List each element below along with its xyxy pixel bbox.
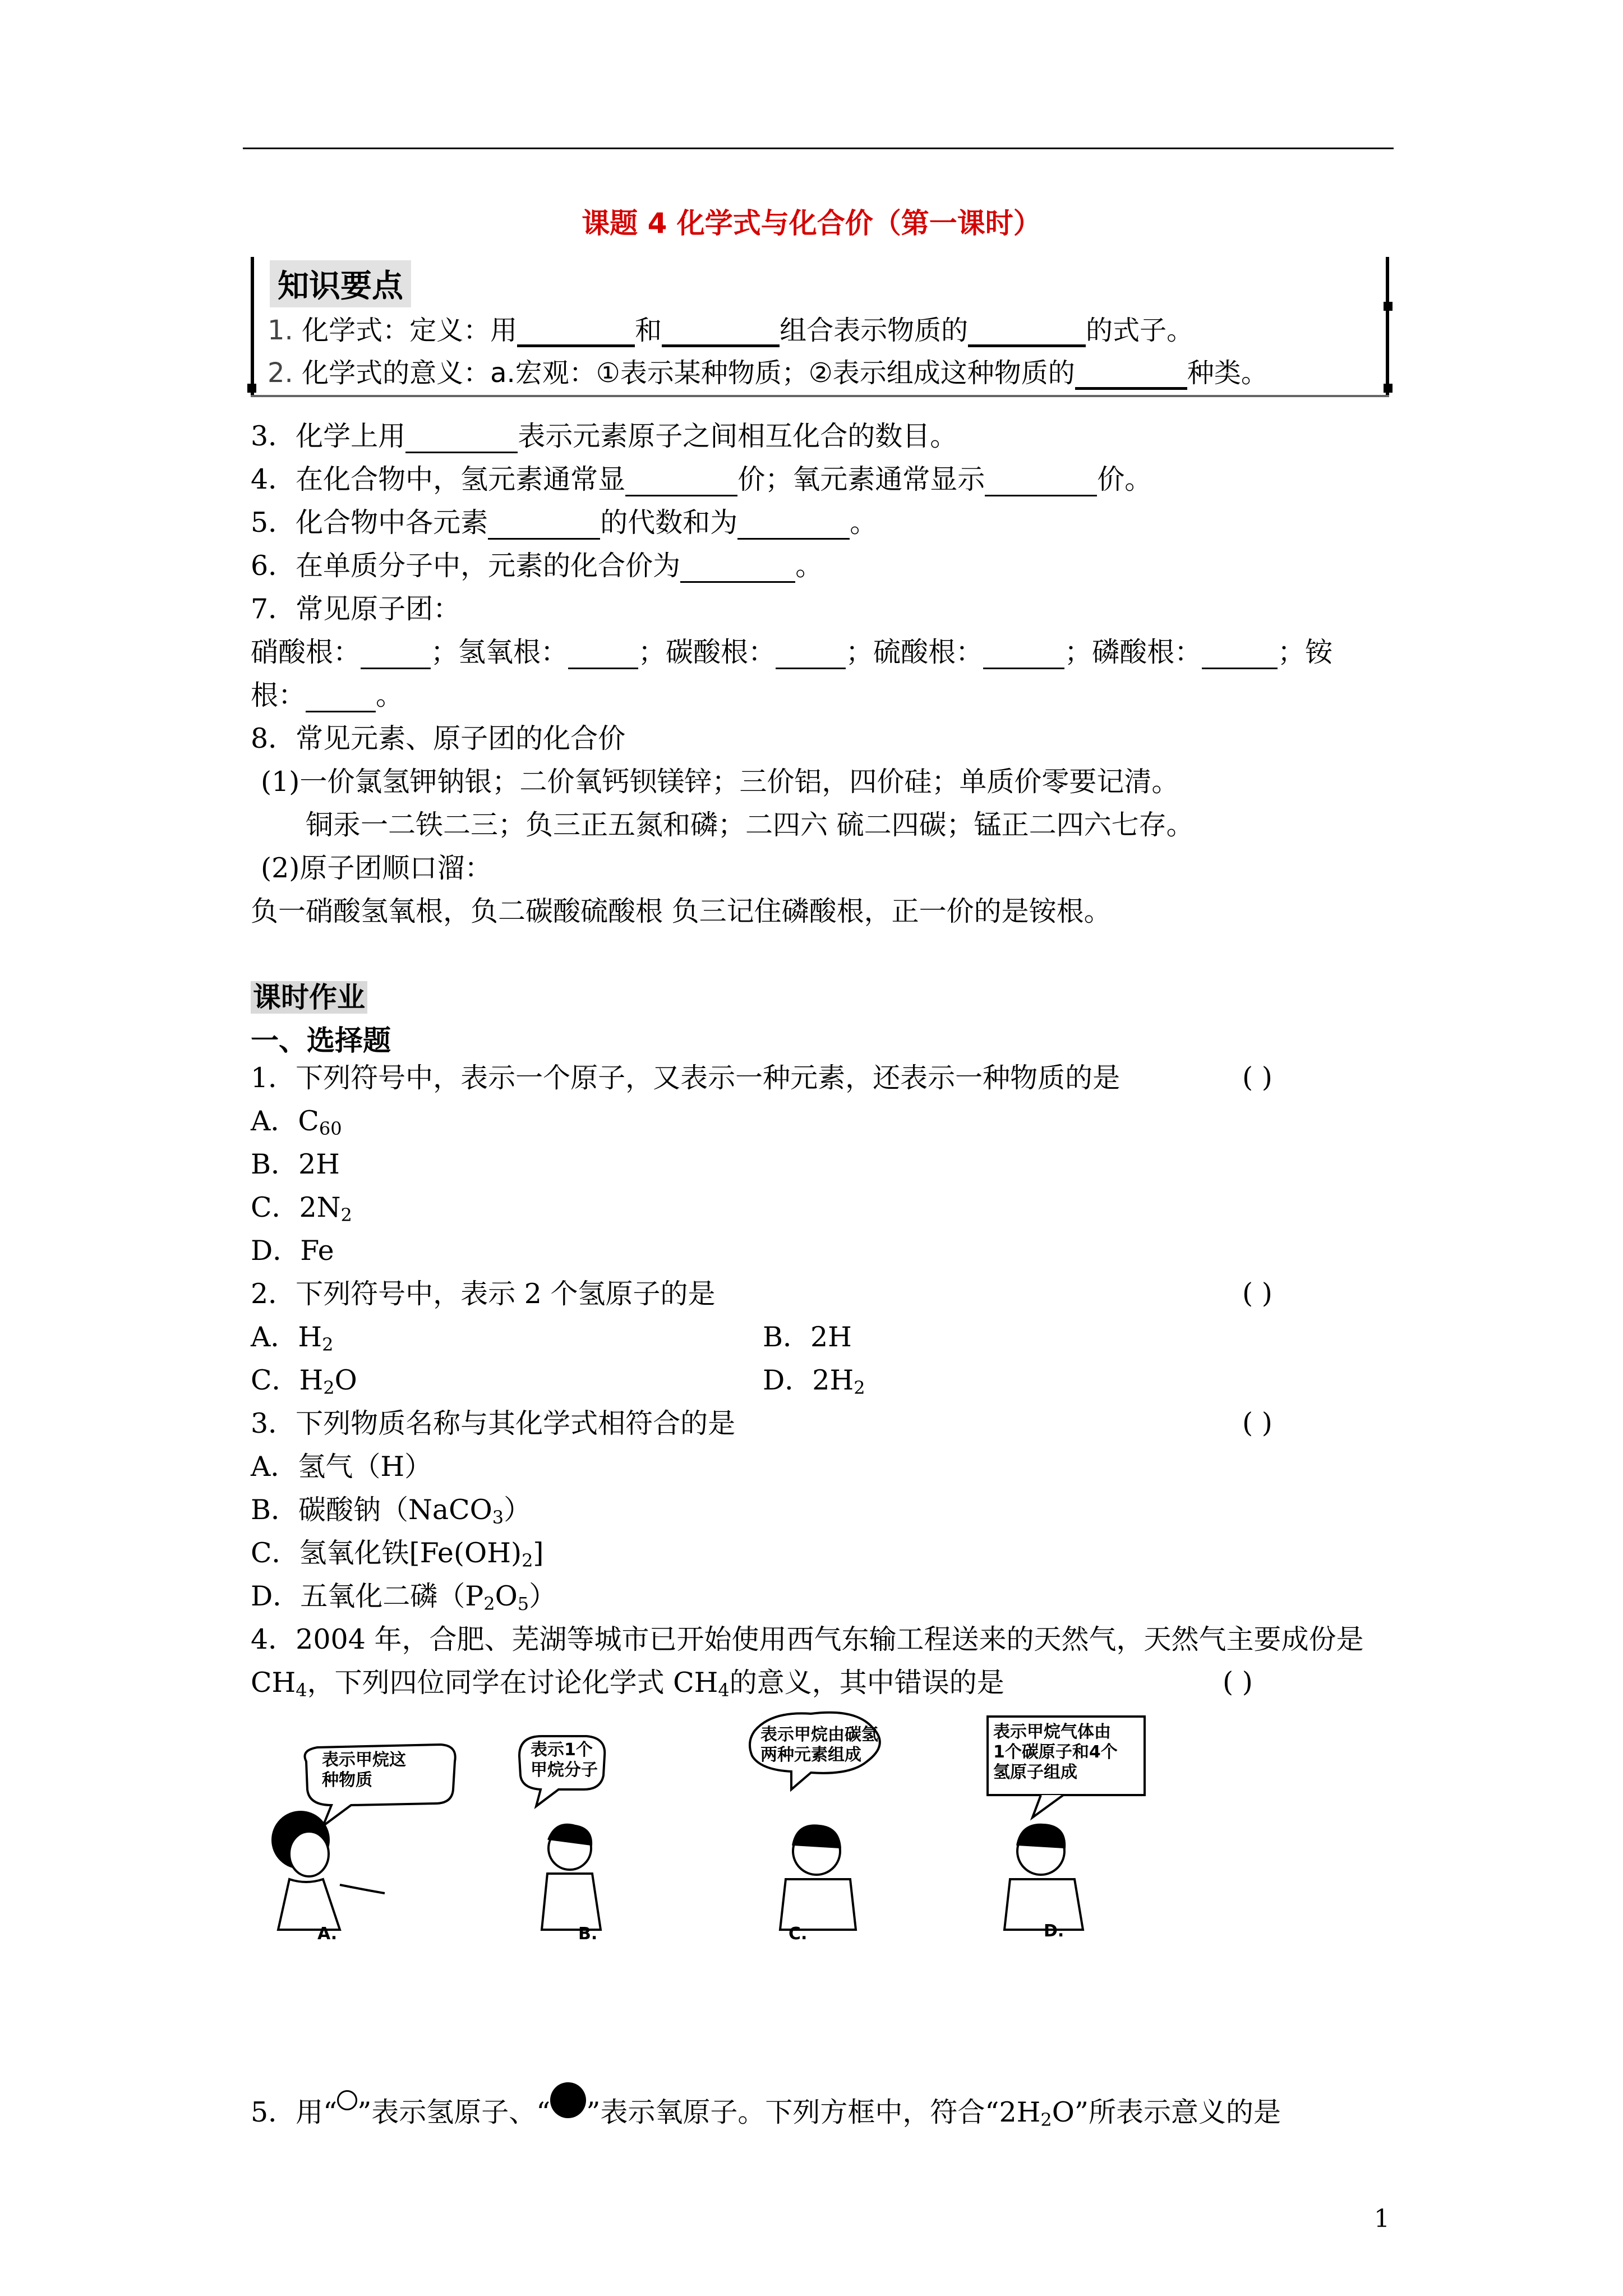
fill-blank[interactable] (985, 470, 1097, 496)
subscript: 2 (483, 1593, 495, 1614)
bubble-d-text (993, 1722, 1118, 1783)
text: C．2N (251, 1191, 341, 1223)
line-text: 化学式的意义：a.宏观：①表示某种物质；②表示组成这种物质的 (302, 357, 1075, 389)
page-number: 1 (1374, 2205, 1390, 2233)
fill-blank[interactable] (983, 643, 1064, 669)
knowledge-line-2 (268, 351, 1268, 390)
line-text: 组合表示物质的 (780, 315, 969, 346)
text: 根： (251, 679, 306, 711)
fill-blank[interactable] (625, 470, 737, 496)
text: D．2H (763, 1364, 854, 1396)
text: 6．在单质分子中，元素的化合价为 (251, 550, 681, 582)
text: 的代数和为 (600, 507, 738, 539)
item-8-rhyme-3: (2)原子团顺口溜： (261, 852, 492, 884)
item-5 (251, 506, 877, 540)
text: C．氢氧化铁[Fe(OH) (251, 1537, 522, 1569)
q3-option-b[interactable] (251, 1493, 531, 1527)
text: ”表示氧原子。下列方框中，符合“2H (586, 2096, 1041, 2128)
bubble-line: 氢原子组成 (993, 1763, 1077, 1782)
bubble-a-text (322, 1750, 406, 1791)
answer-paren[interactable]: ( ) (1242, 1061, 1272, 1093)
line-text: 化学式：定义：用 (302, 315, 518, 346)
box-bottom-border (251, 395, 1389, 397)
line-text: 和 (635, 315, 662, 346)
text: ） (504, 1494, 532, 1526)
text: ；磷酸根： (1064, 636, 1202, 668)
item-8-rhyme-2: 铜汞一二铁二三；负三正五氮和磷；二四六 硫二四碳；锰正二四六七存。 (306, 809, 1194, 841)
bubble-b-text (531, 1740, 598, 1780)
fill-blank[interactable] (306, 686, 376, 712)
fill-blank[interactable] (405, 427, 518, 453)
text: 表示元素原子之间相互化合的数目。 (518, 420, 958, 452)
answer-paren[interactable]: ( ) (1223, 1666, 1253, 1698)
text: 5．用“ (251, 2096, 338, 2128)
line-number: 2. (268, 357, 293, 389)
text: A．H (251, 1321, 322, 1353)
q1-option-b[interactable]: B．2H (251, 1148, 340, 1180)
q4-stem-2 (251, 1666, 1004, 1700)
label-d[interactable]: D. (1044, 1921, 1064, 1941)
hydrogen-atom-icon (337, 2090, 357, 2110)
item-3 (251, 420, 957, 453)
q1-stem: 1．下列符号中，表示一个原子，又表示一种元素，还表示一种物质的是 (251, 1062, 1121, 1094)
label-c[interactable]: C. (789, 1924, 808, 1944)
homework-heading (251, 975, 367, 1015)
header-rule (243, 148, 1394, 149)
oxygen-atom-icon (550, 2082, 586, 2118)
text: 硝酸根： (251, 636, 361, 668)
fill-blank[interactable] (517, 320, 635, 347)
item-7: 7．常见原子团： (251, 593, 461, 625)
q2-option-b[interactable]: B．2H (763, 1321, 852, 1353)
subscript: 2 (1040, 2109, 1052, 2131)
text: O (495, 1580, 518, 1612)
q3-stem: 3．下列物质名称与其化学式相符合的是 (251, 1407, 736, 1439)
line-text: 的式子。 (1086, 315, 1194, 346)
heading-text: 课时作业 (251, 981, 367, 1014)
q2-option-c[interactable] (251, 1364, 357, 1397)
fill-blank[interactable] (568, 643, 638, 669)
text: CH (251, 1667, 296, 1699)
item-7-groups (251, 636, 1332, 669)
q2-stem: 2．下列符号中，表示 2 个氢原子的是 (251, 1278, 716, 1310)
q2-option-a[interactable] (251, 1320, 333, 1354)
text: ；硫酸根： (846, 636, 984, 668)
item-6 (251, 549, 823, 583)
answer-paren[interactable]: ( ) (1242, 1407, 1272, 1439)
text: 4．在化合物中，氢元素通常显 (251, 463, 626, 495)
section-choice: 一、选择题 (251, 1024, 391, 1057)
text: ；氢氧根： (431, 636, 569, 668)
text: ”表示氢原子、“ (357, 2096, 551, 2128)
box-corner-marker (1384, 302, 1393, 311)
q4-stem-1: 4．2004 年，合肥、芜湖等城市已开始使用西气东输工程送来的天然气，天然气主要成份是 (251, 1623, 1364, 1655)
text: 5．化合物中各元素 (251, 507, 488, 539)
fill-blank[interactable] (737, 513, 850, 540)
text: 的意义，其中错误的是 (729, 1667, 1004, 1699)
item-8-rhyme-4: 负一硝酸氢氧根，负二碳酸硫酸根 负三记住磷酸根，正一价的是铵根。 (251, 895, 1112, 927)
item-8: 8．常见元素、原子团的化合价 (251, 723, 626, 754)
text: C．H (251, 1364, 324, 1396)
bubble-c-text (760, 1725, 878, 1765)
q3-option-a[interactable]: A．氢气（H） (251, 1451, 432, 1483)
text: 。 (376, 679, 404, 711)
bubble-line: 表示甲烷由碳氢 (760, 1725, 878, 1745)
fill-blank[interactable] (1202, 643, 1278, 669)
subscript: 60 (319, 1118, 342, 1139)
subscript: 3 (492, 1507, 504, 1528)
fill-blank[interactable] (488, 513, 600, 540)
q5-stem (251, 2082, 1281, 2129)
text: O”所表示意义的是 (1052, 2096, 1281, 2128)
text: ，下列四位同学在讨论化学式 CH (307, 1667, 718, 1699)
bubble-line: 表示甲烷这 (322, 1750, 406, 1770)
fill-blank[interactable] (361, 643, 431, 669)
text: ；碳酸根： (638, 636, 776, 668)
line-number: 1. (268, 315, 293, 346)
fill-blank[interactable] (776, 643, 846, 669)
fill-blank[interactable] (662, 320, 780, 347)
text: 。 (795, 550, 823, 582)
label-a[interactable]: A. (317, 1924, 338, 1944)
box-corner-marker (1384, 384, 1393, 393)
text: 价。 (1097, 463, 1152, 495)
q4-cartoon-illustration (256, 1705, 1232, 1952)
subscript: 2 (522, 1550, 533, 1571)
label-b[interactable]: B. (578, 1924, 598, 1944)
box-right-border (1386, 257, 1389, 397)
item-4 (251, 463, 1152, 496)
text: B．碳酸钠（NaCO (251, 1494, 492, 1526)
line-text: 种类。 (1187, 357, 1268, 389)
q2-option-d[interactable] (763, 1364, 865, 1397)
text: 3．化学上用 (251, 420, 406, 452)
bubble-line: 表示甲烷气体由 (993, 1722, 1111, 1742)
text: ；铵 (1278, 636, 1333, 668)
text: D．五氧化二磷（P (251, 1580, 484, 1612)
subscript: 2 (322, 1334, 334, 1355)
subscript: 2 (340, 1204, 352, 1226)
answer-paren[interactable]: ( ) (1242, 1277, 1272, 1309)
bubble-line: 种物质 (322, 1770, 372, 1790)
bubble-line: 表示1个 (531, 1740, 593, 1760)
fill-blank[interactable] (680, 556, 795, 583)
q3-option-c[interactable] (251, 1536, 544, 1570)
text: O (334, 1364, 357, 1396)
knowledge-box (251, 257, 1389, 397)
q3-option-d[interactable] (251, 1580, 556, 1613)
box-left-border (251, 257, 254, 397)
bubble-line: 两种元素组成 (760, 1745, 861, 1765)
page-title: 课题 4 化学式与化合价（第一课时） (582, 207, 1041, 240)
text: A．C (251, 1105, 319, 1137)
fill-blank[interactable] (1075, 362, 1187, 390)
knowledge-line-1 (268, 309, 1193, 347)
text: 价；氧元素通常显示 (737, 463, 985, 495)
item-8-rhyme-1: (1)一价氯氢钾钠银；二价氧钙钡镁锌；三价铝，四价硅；单质价零要记清。 (261, 766, 1179, 798)
subscript: 2 (323, 1377, 335, 1398)
item-7-groups-cont (251, 679, 403, 712)
q1-option-c[interactable] (251, 1191, 352, 1225)
subscript: 2 (854, 1377, 865, 1398)
fill-blank[interactable] (968, 320, 1086, 347)
q1-option-d[interactable]: D．Fe (251, 1235, 334, 1267)
box-corner-marker (247, 384, 256, 393)
bubble-line: 甲烷分子 (531, 1760, 598, 1780)
text: ] (533, 1537, 544, 1569)
text: 。 (850, 507, 878, 539)
bubble-line: 1个碳原子和4个 (993, 1742, 1118, 1762)
subscript: 4 (718, 1680, 730, 1701)
text: ） (529, 1580, 557, 1612)
q1-option-a[interactable] (251, 1105, 342, 1138)
knowledge-header: 知识要点 (270, 260, 411, 307)
subscript: 4 (296, 1680, 307, 1701)
subscript: 5 (517, 1593, 529, 1614)
